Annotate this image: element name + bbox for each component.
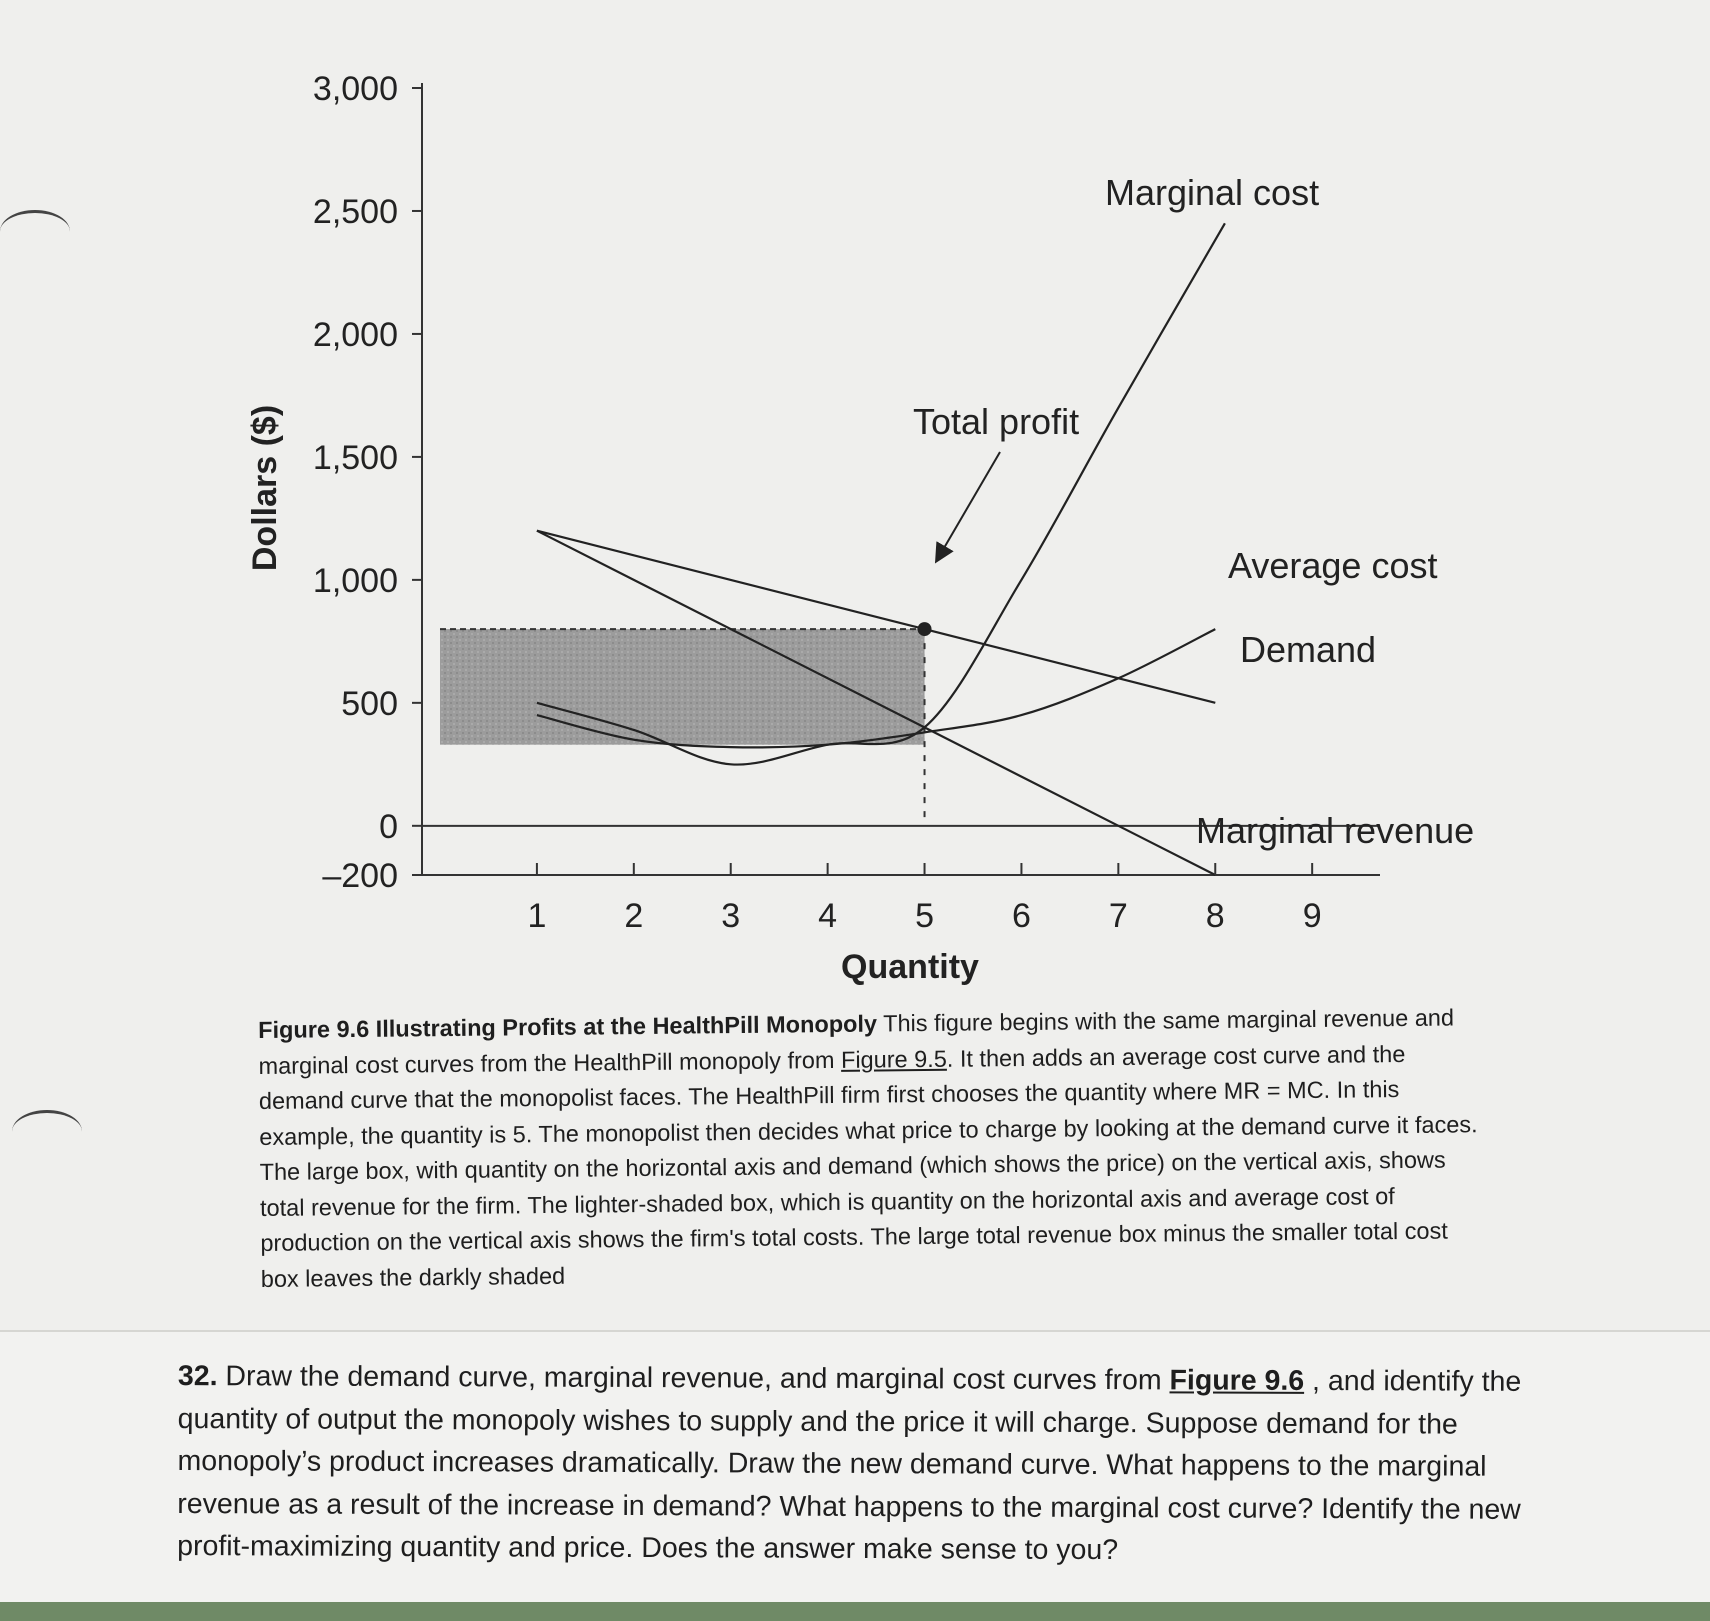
figure-9-5-link[interactable]: Figure 9.5 <box>840 1045 947 1073</box>
question-text-continued: , and identify the quantity of output the monopoly wishes to supply and the price it will charge. Suppose demand for the monopoly’s product increases dramatically. Draw the new demand curve. What happens to the marginal revenue as a result of the increase in demand? What happens to the marginal cost curve? Identify the new profit-maximizing quantity and price. Does the answer make sense to you? <box>177 1364 1522 1567</box>
y-axis-title: Dollars ($) <box>246 404 284 572</box>
total-profit-area <box>440 629 925 745</box>
y-tick-label: 3,000 <box>312 70 398 108</box>
x-tick-label: 6 <box>1011 897 1031 935</box>
y-tick-label: 2,000 <box>312 315 398 354</box>
punch-hole-mark <box>12 1110 82 1153</box>
y-tick-label: –200 <box>322 857 398 895</box>
figure-9-6-link[interactable]: Figure 9.6 <box>1169 1364 1305 1397</box>
y-tick-label: 1,000 <box>312 561 398 600</box>
x-tick-label: 1 <box>527 897 547 935</box>
x-tick-label: 2 <box>624 897 644 935</box>
marginal-revenue-label: Marginal revenue <box>1196 810 1475 851</box>
question-text: Draw the demand curve, marginal revenue, and marginal cost curves from <box>217 1360 1170 1397</box>
x-tick-label: 3 <box>721 897 741 935</box>
figure-caption-title: Figure 9.6 Illustrating Profits at the HealthPill Monopoly <box>258 1010 878 1043</box>
total-profit-arrow <box>937 452 1000 560</box>
x-tick-label: 9 <box>1302 897 1322 935</box>
x-tick-label: 8 <box>1205 897 1225 935</box>
x-tick-label: 5 <box>915 897 934 935</box>
question-number: 32. <box>177 1360 218 1393</box>
question-32 <box>177 1355 1568 1574</box>
figure-caption <box>258 1000 1481 1297</box>
figure-caption-text: This figure begins with the same marginal revenue and marginal cost curves from the HealthPill monopoly from <box>258 1004 1455 1079</box>
y-tick-label: 0 <box>379 807 398 846</box>
demand-label: Demand <box>1240 629 1377 670</box>
y-tick-label: 500 <box>341 684 398 723</box>
average-cost-label: Average cost <box>1228 545 1438 586</box>
x-tick-label: 4 <box>818 897 838 935</box>
figure-caption-text-continued: . It then adds an average cost curve and the demand curve that the monopolist faces. The HealthPill firm first chooses the quantity where MR = MC. In this example, the quantity is 5. The monopolist then decides what price to charge by looking at the demand curve it faces. The large box, with quantity on the horizontal axis and demand (which shows the price) on the vertical axis, shows total revenue for the firm. The lighter-shaded box, which is quantity on the horizontal axis and average cost of production on the vertical axis shows the firm's total costs. The large total revenue box minus the smaller total cost box leaves the darkly shaded <box>258 1040 1478 1292</box>
marginal-cost-label: Marginal cost <box>1105 172 1320 213</box>
x-axis-title: Quantity <box>841 948 979 986</box>
profit-max-point <box>918 622 932 636</box>
total-profit-label: Total profit <box>913 401 1080 442</box>
y-tick-label: 1,500 <box>312 438 398 477</box>
x-tick-label: 7 <box>1108 897 1128 935</box>
y-tick-label: 2,500 <box>312 192 398 231</box>
